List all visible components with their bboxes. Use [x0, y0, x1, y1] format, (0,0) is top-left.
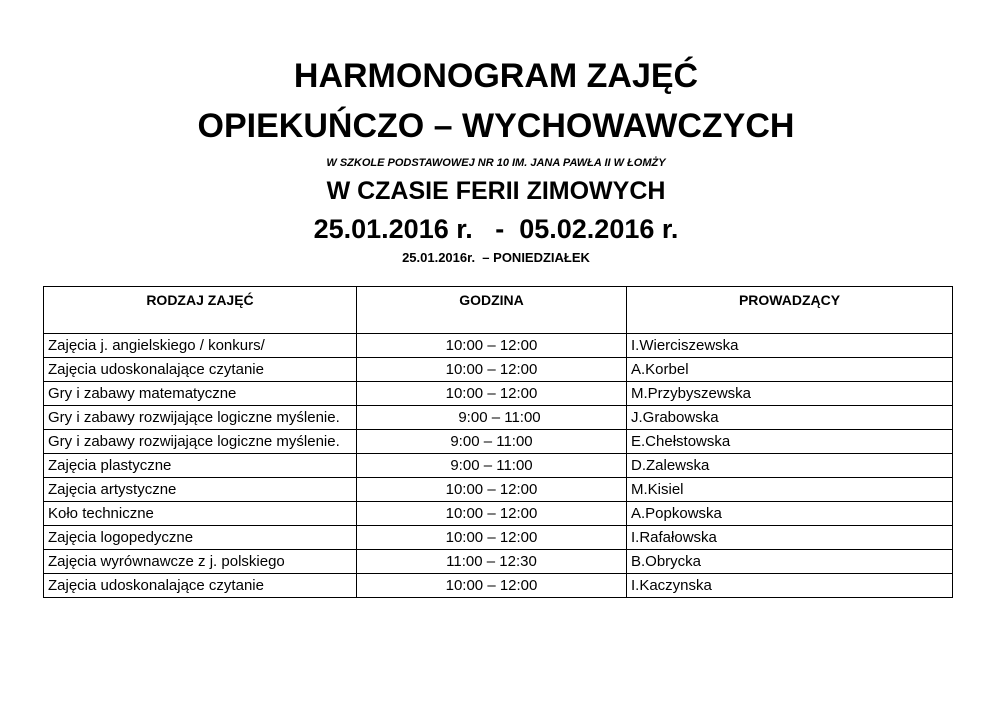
table-row [44, 430, 953, 454]
table-row [44, 382, 953, 406]
cell-leader: M.Kisiel [627, 478, 953, 502]
cell-type: Gry i zabawy matematyczne [44, 382, 357, 406]
table-header-row [44, 287, 953, 334]
table-row [44, 502, 953, 526]
cell-leader: I.Rafałowska [627, 526, 953, 550]
cell-leader: J.Grabowska [627, 406, 953, 430]
cell-time: 10:00 – 12:00 [357, 574, 627, 598]
cell-type: Koło techniczne [44, 502, 357, 526]
table-row [44, 526, 953, 550]
table-row [44, 334, 953, 358]
table-row [44, 478, 953, 502]
schedule-table [43, 286, 953, 598]
day-heading: 25.01.2016r. – PONIEDZIAŁEK [402, 250, 590, 265]
cell-time: 10:00 – 12:00 [357, 526, 627, 550]
cell-type: Zajęcia wyrównawcze z j. polskiego [44, 550, 357, 574]
title-line-2: OPIEKUŃCZO – WYCHOWAWCZYCH [197, 107, 795, 145]
cell-time: 11:00 – 12:30 [357, 550, 627, 574]
cell-leader: B.Obrycka [627, 550, 953, 574]
table-row [44, 550, 953, 574]
cell-leader: I.Kaczynska [627, 574, 953, 598]
cell-leader: M.Przybyszewska [627, 382, 953, 406]
cell-type: Zajęcia plastyczne [44, 454, 357, 478]
header-type: RODZAJ ZAJĘĆ [44, 287, 357, 334]
cell-time: 10:00 – 12:00 [357, 334, 627, 358]
cell-type: Zajęcia udoskonalające czytanie [44, 358, 357, 382]
school-name: W SZKOLE PODSTAWOWEJ NR 10 IM. JANA PAWŁA II W ŁOMŻY [326, 157, 666, 169]
cell-leader: I.Wierciszewska [627, 334, 953, 358]
cell-type: Gry i zabawy rozwijające logiczne myślenie. [44, 406, 357, 430]
cell-time: 10:00 – 12:00 [357, 502, 627, 526]
header-leader: PROWADZĄCY [627, 287, 953, 334]
table-row [44, 406, 953, 430]
cell-time: 10:00 – 12:00 [357, 478, 627, 502]
cell-time: 9:00 – 11:00 [357, 406, 627, 430]
table-row [44, 454, 953, 478]
date-range: 25.01.2016 r. - 05.02.2016 r. [313, 214, 679, 244]
cell-type: Zajęcia artystyczne [44, 478, 357, 502]
cell-type: Zajęcia udoskonalające czytanie [44, 574, 357, 598]
cell-time: 9:00 – 11:00 [357, 430, 627, 454]
cell-leader: E.Chełstowska [627, 430, 953, 454]
header-time: GODZINA [357, 287, 627, 334]
cell-time: 10:00 – 12:00 [357, 358, 627, 382]
table-row [44, 358, 953, 382]
table-row [44, 574, 953, 598]
cell-time: 10:00 – 12:00 [357, 382, 627, 406]
cell-type: Zajęcia j. angielskiego / konkurs/ [44, 334, 357, 358]
cell-leader: A.Korbel [627, 358, 953, 382]
cell-type: Zajęcia logopedyczne [44, 526, 357, 550]
period-title: W CZASIE FERII ZIMOWYCH [326, 177, 666, 205]
cell-type: Gry i zabawy rozwijające logiczne myślenie. [44, 430, 357, 454]
cell-leader: D.Zalewska [627, 454, 953, 478]
cell-time: 9:00 – 11:00 [357, 454, 627, 478]
cell-leader: A.Popkowska [627, 502, 953, 526]
title-line-1: HARMONOGRAM ZAJĘĆ [293, 57, 699, 95]
